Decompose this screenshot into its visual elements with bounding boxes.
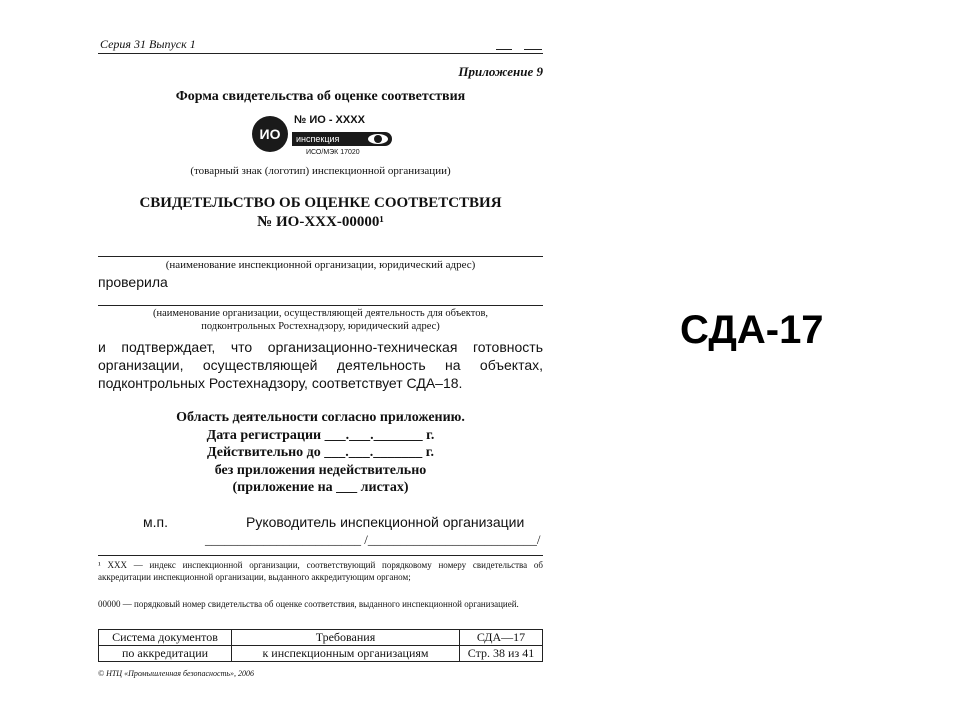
footnote-rule: [98, 555, 543, 556]
certificate-title-text: СВИДЕТЕЛЬСТВО ОБ ОЦЕНКЕ СООТВЕТСТВИЯ: [139, 195, 502, 211]
requirements-cell-top: Требования: [232, 630, 460, 646]
table-row: [99, 646, 543, 662]
attachment-sheets: (приложение на ___ листах): [232, 480, 409, 495]
stamp-label: м.п.: [143, 514, 168, 530]
document-code-label: СДА-17: [680, 308, 824, 352]
logo-standard: ИСО/МЭК 17020: [306, 149, 360, 156]
certificate-title: [98, 194, 543, 232]
header-dash: [524, 49, 542, 50]
checked-label: проверила: [98, 274, 168, 290]
scope-line: Область деятельности согласно приложению.: [176, 410, 465, 425]
head-signature-label: Руководитель инспекционной организации: [246, 514, 525, 530]
logo-caption: (товарный знак (логотип) инспекционной организации): [190, 165, 451, 177]
scope-block: [98, 409, 543, 497]
code-cell-top: СДА—17: [460, 630, 543, 646]
requirements-cell-bottom: к инспекционным организациям: [232, 646, 460, 662]
inspection-logo: [248, 110, 396, 160]
footnote-1: ¹ XXX — индекс инспекционной организации, соответствующий порядковому номеру свидетельства об аккредитации инспекционной организации, выданного аккредитующим органом;: [98, 560, 543, 582]
header-dash: [496, 49, 512, 50]
system-cell-top: Система документов: [99, 630, 232, 646]
header-rule: [98, 53, 543, 54]
registration-date: Дата регистрации ___.___._______ г.: [206, 427, 435, 443]
table-row: [99, 630, 543, 646]
certificate-number: № ИО-XXX-00000¹: [257, 214, 384, 230]
form-title: Форма свидетельства об оценке соответствия: [175, 89, 466, 104]
confirmation-paragraph: и подтверждает, что организационно-техническая готовность организации, осуществляющей деятельность на объектах, подконтрольных Ростехнадзору, соответствует СДА–18.: [98, 339, 543, 391]
eye-icon: [368, 134, 388, 144]
system-cell-bottom: по аккредитации: [99, 646, 232, 662]
logo-emblem-icon: ИО: [252, 116, 288, 152]
org-caption-2: подконтрольных Ростехнадзору, юридический адрес): [201, 321, 440, 332]
copyright: © НТЦ «Промышленная безопасность», 2006: [98, 669, 254, 678]
validity-note: без приложения недействительно: [214, 462, 427, 478]
inspection-org-caption: (наименование инспекционной организации, юридический адрес): [165, 259, 476, 271]
org-caption-1: (наименование организации, осуществляющей деятельность для объектов,: [152, 308, 489, 319]
document-meta-table: [98, 629, 543, 662]
valid-until: Действительно до ___.___._______ г.: [206, 445, 435, 460]
footnote-2: 00000 — порядковый номер свидетельства об оценке соответствия, выданного инспекционной организацией.: [98, 599, 519, 609]
logo-mark: инспекция: [296, 134, 340, 144]
page-cell-bottom: Стр. 38 из 41: [460, 646, 543, 662]
signature-lines: ________________________ /__________________________/: [205, 532, 541, 547]
logo-number: № ИО - XXXX: [294, 114, 365, 126]
organization-line: [98, 305, 543, 306]
appendix-label: Приложение 9: [458, 64, 543, 79]
inspection-org-line: [98, 256, 543, 257]
series-header: Серия 31 Выпуск 1: [100, 37, 196, 51]
